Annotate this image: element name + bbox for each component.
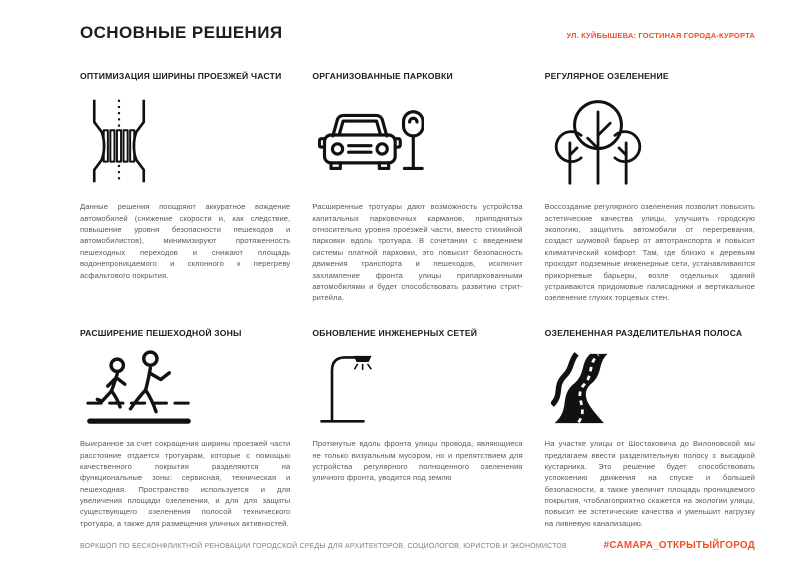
section-pedestrian-zone — [80, 328, 290, 529]
trees-icon — [551, 96, 645, 186]
icon-box — [545, 91, 755, 191]
section-median — [545, 328, 755, 529]
section-title: ОЗЕЛЕНЕННАЯ РАЗДЕЛИТЕЛЬНАЯ ПОЛОСА — [544, 327, 743, 338]
section-road-width — [80, 71, 290, 304]
section-title: РЕГУЛЯРНОЕ ОЗЕЛЕНЕНИЕ — [544, 71, 669, 81]
section-utilities — [312, 328, 522, 529]
icon-box — [312, 348, 522, 428]
footer-hashtag: #САМАРА_ОТКРЫТЫЙГОРОД — [603, 540, 755, 551]
section-body: Выигранное за счет сокращения ширины проезжей части расстояние отдается тротуарам, которые с помощью качественного покрытия разделяются на функциональные зоны: сервисная, техническая и пешеходная. Пространство используется и для увеличения площади озеленения, и для для защиты существующего озеленения полосой технического тротуара, а также для размещения уличных активностей. — [80, 439, 291, 528]
section-title: ОБНОВЛЕНИЕ ИНЖЕНЕРНЫХ СЕТЕЙ — [312, 327, 478, 338]
page-subtitle: УЛ. КУЙБЫШЕВА: ГОСТИНАЯ ГОРОДА-КУРОРТА — [566, 31, 755, 40]
road-narrowing-icon — [86, 96, 152, 186]
section-body: Воссоздание регулярного озеленения позволит повысить эстетические качества улицы, улучшить городскую экологию, защитить автомобили от перегревания, создаст шумовой барьер от автотранспорта и повысит климатический комфорт. Там, где близко к деревьям проходят подземные инженерные сети, устанавливаются прикорневые барьеры, возле отдельных зданий устраиваются придомовые палисадники и вертикальное озеленение глухих торцевых стен. — [544, 202, 755, 303]
section-title: РАСШИРЕНИЕ ПЕШЕХОДНОЙ ЗОНЫ — [80, 327, 242, 338]
header — [80, 24, 755, 41]
footer-caption: ВОРКШОП ПО БЕСКОНФЛИКТНОЙ РЕНОВАЦИИ ГОРОДСКОЙ СРЕДЫ ДЛЯ АРХИТЕКТОРОВ, СОЦИОЛОГОВ, ЮРИСТОВ И ЭКОНОМИСТОВ — [80, 543, 567, 550]
winding-road-icon — [551, 352, 635, 425]
section-body: На участке улицы от Шостаковича до Вилоновской мы предлагаем ввести разделительную полосу с высадкой кустарника. Это решение будет способствовать успокоению движения на спуске и большей безопасности, а также увеличит площадь проницаемого покрытия, чтоблагоприятно скажется на экологии улицы, повысит ее эстетические качества и уменьшит нагрузку на ливневую канализацию. — [544, 439, 755, 528]
section-parking — [312, 71, 522, 304]
car-parking-meter-icon — [318, 107, 424, 176]
page-title: ОСНОВНЫЕ РЕШЕНИЯ — [80, 23, 283, 42]
pedestrians-icon — [86, 349, 192, 427]
section-body: Протянутые вдоль фронта улицы провода, являющиеся не только визуальным мусором, но и препятствием для устройства регулярного полноценного озеленения уличного фронта, уводятся под землю — [312, 439, 523, 483]
icon-box — [80, 91, 290, 191]
icon-box — [80, 348, 290, 428]
section-title: ОПТИМИЗАЦИЯ ШИРИНЫ ПРОЕЗЖЕЙ ЧАСТИ — [80, 71, 282, 81]
section-body: Расширенные тротуары дают возможность устройства капитальных парковочных карманов, приподнятых относительно уровня проезжей части, вместо стихийной парковки вдоль тротуара. В сочетании с введением системы платной парковки, это повысит безопасность движения транспорта и пешеходов, исключит захламление фронта улицы припаркованными автомобилями и будет способствовать развитию стрит-ритейла. — [312, 202, 523, 303]
section-title: ОРГАНИЗОВАННЫЕ ПАРКОВКИ — [312, 71, 453, 81]
icon-box — [545, 348, 755, 428]
sections-grid — [80, 71, 755, 529]
section-greening — [545, 71, 755, 304]
street-lamp-icon — [318, 351, 381, 425]
icon-box — [312, 91, 522, 191]
section-body: Данные решения поощряют аккуратное вождение автомобилей (снижение скорости и, как следствие, повышение уровня безопасности пешеходов и автомобилистов), минимизируют протяженность пешеходных переходов и снижают площадь водонепроницаемого и склонного к перегреву асфальтового покрытия. — [80, 202, 291, 280]
footer — [80, 540, 755, 551]
